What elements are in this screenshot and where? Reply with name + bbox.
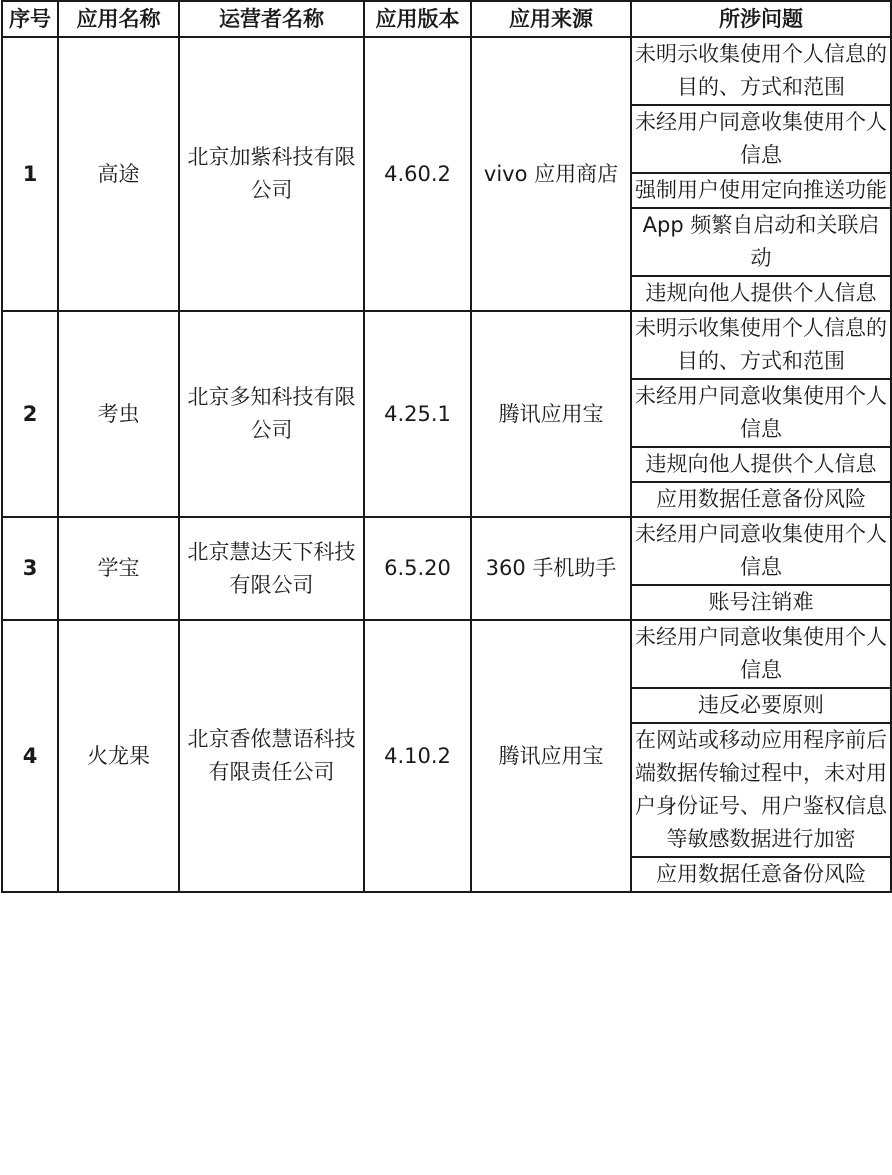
app-issues-table	[1, 0, 892, 893]
app-name: 考虫	[58, 311, 179, 517]
table-row	[2, 517, 891, 585]
app-name: 火龙果	[58, 620, 179, 892]
issue-cell: 强制用户使用定向推送功能	[631, 173, 891, 208]
issue-cell: 账号注销难	[631, 585, 891, 620]
app-version: 4.60.2	[364, 37, 471, 311]
issue-cell: 未明示收集使用个人信息的目的、方式和范围	[631, 311, 891, 379]
header-row	[2, 1, 891, 37]
issue-cell: 未经用户同意收集使用个人信息	[631, 620, 891, 688]
app-source: 腾讯应用宝	[471, 620, 631, 892]
issue-cell: 未经用户同意收集使用个人信息	[631, 517, 891, 585]
table-row	[2, 311, 891, 379]
app-name: 高途	[58, 37, 179, 311]
issue-cell: 违反必要原则	[631, 688, 891, 723]
issue-cell: 未明示收集使用个人信息的目的、方式和范围	[631, 37, 891, 105]
row-index: 1	[2, 37, 58, 311]
table-row	[2, 37, 891, 105]
app-version: 4.25.1	[364, 311, 471, 517]
issue-cell: 未经用户同意收集使用个人信息	[631, 105, 891, 173]
row-index: 4	[2, 620, 58, 892]
issue-cell: App 频繁自启动和关联启动	[631, 208, 891, 276]
app-source: 腾讯应用宝	[471, 311, 631, 517]
app-source: 360 手机助手	[471, 517, 631, 620]
app-version: 6.5.20	[364, 517, 471, 620]
issue-cell: 未经用户同意收集使用个人信息	[631, 379, 891, 447]
issue-cell: 应用数据任意备份风险	[631, 857, 891, 892]
issue-cell: 在网站或移动应用程序前后端数据传输过程中，未对用户身份证号、用户鉴权信息等敏感数据进行加密	[631, 723, 891, 857]
issue-cell: 违规向他人提供个人信息	[631, 447, 891, 482]
app-version: 4.10.2	[364, 620, 471, 892]
header-issues: 所涉问题	[631, 1, 891, 37]
app-name: 学宝	[58, 517, 179, 620]
operator-name: 北京慧达天下科技有限公司	[179, 517, 364, 620]
header-app-name: 应用名称	[58, 1, 179, 37]
operator-name: 北京香侬慧语科技有限责任公司	[179, 620, 364, 892]
issue-cell: 违规向他人提供个人信息	[631, 276, 891, 311]
row-index: 2	[2, 311, 58, 517]
issue-cell: 应用数据任意备份风险	[631, 482, 891, 517]
row-index: 3	[2, 517, 58, 620]
operator-name: 北京加紫科技有限公司	[179, 37, 364, 311]
header-operator-name: 运营者名称	[179, 1, 364, 37]
header-index: 序号	[2, 1, 58, 37]
header-app-version: 应用版本	[364, 1, 471, 37]
table-row	[2, 620, 891, 688]
header-app-source: 应用来源	[471, 1, 631, 37]
app-source: vivo 应用商店	[471, 37, 631, 311]
operator-name: 北京多知科技有限公司	[179, 311, 364, 517]
